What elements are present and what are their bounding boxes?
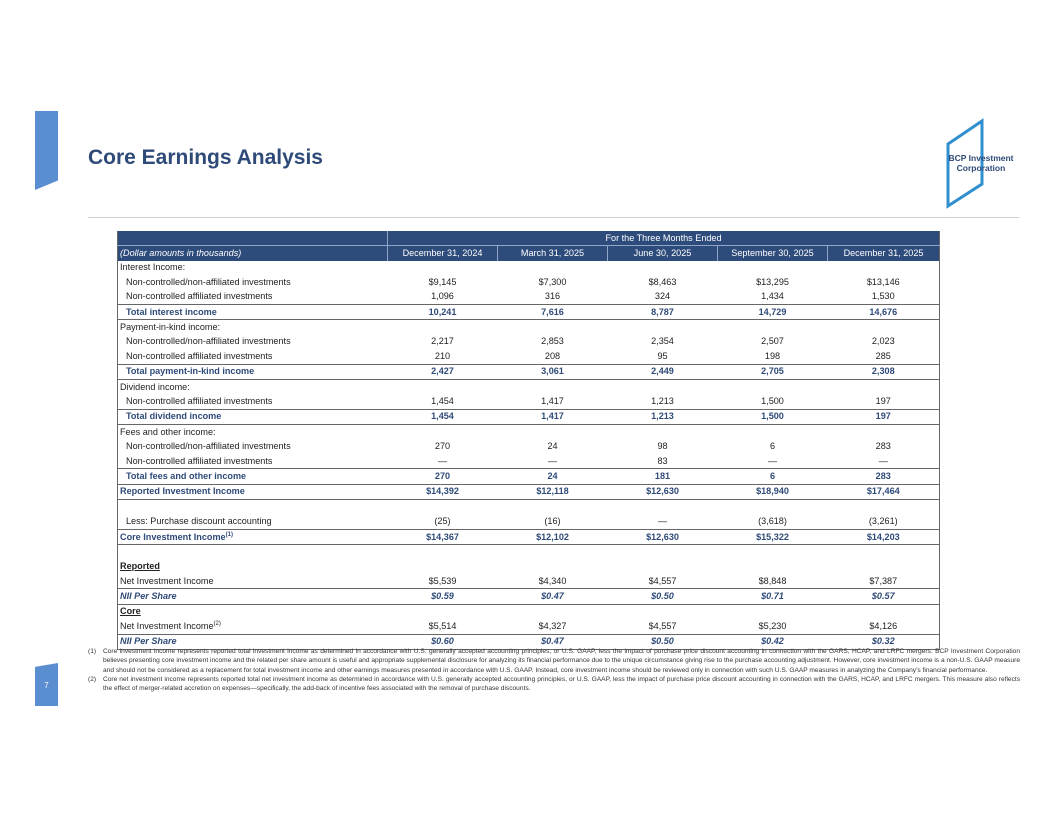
- section-label: Reported: [120, 561, 160, 572]
- cell-value: $4,557: [648, 575, 677, 586]
- section-heading-row: [118, 379, 940, 394]
- row-label-text: Net Investment Income: [120, 620, 214, 631]
- total-row: [118, 409, 940, 424]
- footnote-text: Core investment income represents reported total investment income as determined in accordance with U.S. generally accepted accounting principles, or U.S. GAAP, less the impact of purchase price discount accounting in connection with the GARS, HCAP, and LRFC mergers. BCP Investment Corporation believes presenting core investment income and the related per share amount is useful and appropriate supplemental disclosure for analyzing its financial performance due to the unique circumstance giving rise to the purchase accounting adjustment. However, core investment income is a non-U.S. GAAP measure and should not be considered as a replacement for total investment income and other earnings measures presented in accordance with U.S. GAAP. Instead, core investment income should be reviewed only in connection with such U.S. GAAP measures in analyzing the Company’s financial performance.: [103, 648, 1020, 674]
- cell-value: 2,217: [431, 336, 454, 347]
- cell-value: $17,464: [828, 484, 940, 499]
- cell-value: 7,616: [498, 304, 608, 319]
- cell-value: $0.60: [388, 634, 498, 649]
- cell-value: 283: [875, 441, 891, 452]
- cell-value: 316: [544, 291, 561, 302]
- cell-value: 198: [764, 350, 781, 361]
- logo-line-2: Corporation: [956, 163, 1006, 173]
- cell-value: $14,367: [388, 529, 498, 544]
- cell-value: 270: [434, 441, 451, 452]
- table-row: [118, 439, 940, 453]
- row-label: Net Investment Income: [120, 575, 214, 586]
- header-blank-cell: [118, 231, 388, 246]
- table-row: [118, 454, 940, 469]
- cell-value: 210: [434, 350, 451, 361]
- cell-value: 10,241: [388, 304, 498, 319]
- core-investment-income-row: [118, 529, 940, 544]
- footnote-text: Core net investment income represents reported total net investment income as determined in accordance with U.S. generally accepted accounting principles, or U.S. GAAP, less the impact of purchase price discount accounting in connection with the GARS, HCAP, and LRFC mergers. This measure also reflects the effect of merger-related accretion on expenses—specifically, the add-back of incentive fees associated with the removal of purchase discounts.: [103, 675, 1020, 693]
- cell-value: $4,340: [538, 575, 567, 586]
- section-heading-row: [118, 604, 940, 619]
- table-row: [118, 394, 940, 409]
- row-label: [118, 619, 388, 634]
- footnote: [88, 675, 1020, 694]
- column-header: September 30, 2025: [718, 246, 828, 261]
- cell-value: $4,126: [869, 620, 898, 631]
- cell-value: 1,417: [541, 395, 564, 406]
- row-label: Total payment-in-kind income: [118, 364, 388, 379]
- column-header: June 30, 2025: [608, 246, 718, 261]
- footnote: [88, 647, 1020, 675]
- column-header: December 31, 2025: [828, 246, 940, 261]
- cell-value: $15,322: [718, 529, 828, 544]
- row-label: Less: Purchase discount accounting: [126, 516, 272, 527]
- cell-value: $14,203: [828, 529, 940, 544]
- column-header: December 31, 2024: [388, 246, 498, 261]
- cell-value: 1,500: [718, 409, 828, 424]
- cell-value: 197: [875, 395, 891, 406]
- section-heading-row: [118, 261, 940, 275]
- table-row: [118, 619, 940, 634]
- cell-value: 1,500: [761, 395, 784, 406]
- table-row: [118, 290, 940, 305]
- cell-value: —: [767, 455, 778, 466]
- row-label: Non-controlled affiliated investments: [126, 395, 273, 406]
- total-row: [118, 364, 940, 379]
- cell-value: 1,096: [431, 291, 454, 302]
- footnote-ref: (2): [213, 620, 221, 627]
- section-label: Interest Income:: [120, 262, 186, 273]
- row-label: Non-controlled/non-affiliated investments: [126, 336, 291, 347]
- cell-value: $0.71: [718, 589, 828, 604]
- page-title: Core Earnings Analysis: [88, 146, 323, 169]
- cell-value: $0.50: [608, 589, 718, 604]
- cell-value: $12,118: [498, 484, 608, 499]
- cell-value: 1,213: [608, 409, 718, 424]
- cell-value: 1,530: [871, 291, 895, 302]
- cell-value: 285: [875, 350, 891, 361]
- cell-value: $18,940: [718, 484, 828, 499]
- row-label: Non-controlled affiliated investments: [126, 291, 273, 302]
- cell-value: 1,417: [498, 409, 608, 424]
- cell-value: 2,427: [388, 364, 498, 379]
- row-label: NII Per Share: [118, 589, 388, 604]
- cell-value: $8,848: [758, 575, 787, 586]
- table-row: [118, 349, 940, 364]
- cell-value: $12,630: [608, 529, 718, 544]
- total-row: [118, 469, 940, 484]
- cell-value: 283: [828, 469, 940, 484]
- cell-value: 3,061: [498, 364, 608, 379]
- section-label: Dividend income:: [120, 381, 190, 392]
- cell-value: 1,454: [388, 409, 498, 424]
- section-heading-row: [118, 560, 940, 574]
- page-number: 7: [44, 681, 49, 690]
- cell-value: —: [547, 455, 558, 466]
- table-row: [118, 275, 940, 289]
- cell-value: $0.42: [718, 634, 828, 649]
- cell-value: $0.47: [498, 634, 608, 649]
- company-logo: [944, 118, 1024, 210]
- cell-value: $12,630: [608, 484, 718, 499]
- cell-value: $13,295: [756, 276, 789, 287]
- cell-value: 8,787: [608, 304, 718, 319]
- footnote-ref: (1): [225, 531, 233, 538]
- footnote-mark: (1): [88, 648, 97, 655]
- cell-value: 2,705: [718, 364, 828, 379]
- cell-value: 1,434: [761, 291, 784, 302]
- cell-value: $14,392: [388, 484, 498, 499]
- logo-line-1: BCP Investment: [948, 153, 1014, 163]
- cell-value: $12,102: [498, 529, 608, 544]
- table-group-header-row: [118, 231, 940, 246]
- cell-value: $9,145: [428, 276, 457, 287]
- cell-value: 2,507: [761, 336, 784, 347]
- logo-text: [944, 153, 1018, 173]
- cell-value: $8,463: [648, 276, 677, 287]
- cell-value: $7,387: [869, 575, 898, 586]
- cell-value: $4,327: [538, 620, 567, 631]
- group-header: For the Three Months Ended: [388, 231, 940, 246]
- cell-value: 6: [769, 441, 776, 452]
- cell-value: 1,454: [431, 395, 454, 406]
- table-row: [118, 514, 940, 529]
- cell-value: —: [878, 455, 888, 466]
- cell-value: —: [437, 455, 448, 466]
- cell-value: 24: [547, 441, 558, 452]
- cell-value: (16): [544, 516, 561, 527]
- cell-value: $5,514: [428, 620, 457, 631]
- row-label: Total fees and other income: [118, 469, 388, 484]
- row-label: [118, 529, 388, 544]
- cell-value: 1,213: [651, 395, 674, 406]
- table-column-header-row: [118, 246, 940, 261]
- cell-value: 24: [498, 469, 608, 484]
- cell-value: 2,853: [541, 336, 564, 347]
- section-label: Payment-in-kind income:: [120, 322, 221, 333]
- accent-bar-top: [35, 111, 58, 190]
- section-heading-row: [118, 425, 940, 440]
- cell-value: $5,539: [428, 575, 457, 586]
- cell-value: $4,557: [648, 620, 677, 631]
- row-label: Total dividend income: [118, 409, 388, 424]
- row-label: Non-controlled affiliated investments: [126, 455, 273, 466]
- section-label: Core: [120, 606, 141, 617]
- cell-value: 98: [657, 441, 668, 452]
- footnote-mark: (2): [88, 675, 97, 683]
- table-row: [118, 335, 940, 349]
- spacer-row: [118, 545, 940, 560]
- total-row: [118, 304, 940, 319]
- row-label: Non-controlled/non-affiliated investments: [126, 276, 291, 287]
- reported-investment-income-row: [118, 484, 940, 499]
- cell-value: $0.57: [828, 589, 940, 604]
- row-label: Total interest income: [118, 304, 388, 319]
- table-row: [118, 574, 940, 589]
- cell-value: 2,308: [828, 364, 940, 379]
- section-heading-row: [118, 320, 940, 335]
- cell-value: 14,676: [828, 304, 940, 319]
- cell-value: 181: [608, 469, 718, 484]
- cell-value: 324: [654, 291, 671, 302]
- core-earnings-table: [117, 231, 940, 650]
- cell-value: (3,261): [868, 516, 898, 527]
- cell-value: 83: [657, 455, 668, 466]
- section-label: Fees and other income:: [120, 426, 216, 437]
- cell-value: —: [657, 516, 668, 527]
- cell-value: $0.59: [388, 589, 498, 604]
- cell-value: 6: [718, 469, 828, 484]
- cell-value: $5,230: [758, 620, 787, 631]
- spacer-row: [118, 500, 940, 515]
- cell-value: 2,023: [871, 336, 895, 347]
- reported-nii-per-share-row: [118, 589, 940, 604]
- title-divider: [88, 217, 1019, 218]
- cell-value: 14,729: [718, 304, 828, 319]
- row-label: Non-controlled/non-affiliated investments: [126, 441, 291, 452]
- cell-value: $0.47: [498, 589, 608, 604]
- footnotes: [88, 647, 1020, 693]
- cell-value: $13,146: [866, 276, 900, 287]
- units-header: (Dollar amounts in thousands): [118, 246, 388, 261]
- column-header: March 31, 2025: [498, 246, 608, 261]
- cell-value: 270: [388, 469, 498, 484]
- cell-value: 95: [657, 350, 668, 361]
- cell-value: 208: [544, 350, 561, 361]
- cell-value: (25): [434, 516, 451, 527]
- row-label: Reported Investment Income: [118, 484, 388, 499]
- cell-value: (3,618): [758, 516, 787, 527]
- cell-value: 197: [828, 409, 940, 424]
- row-label-text: Core Investment Income: [120, 531, 226, 542]
- cell-value: 2,354: [651, 336, 674, 347]
- cell-value: $7,300: [538, 276, 567, 287]
- cell-value: 2,449: [608, 364, 718, 379]
- cell-value: $0.32: [828, 634, 940, 649]
- row-label: NII Per Share: [118, 634, 388, 649]
- cell-value: $0.50: [608, 634, 718, 649]
- row-label: Non-controlled affiliated investments: [126, 350, 273, 361]
